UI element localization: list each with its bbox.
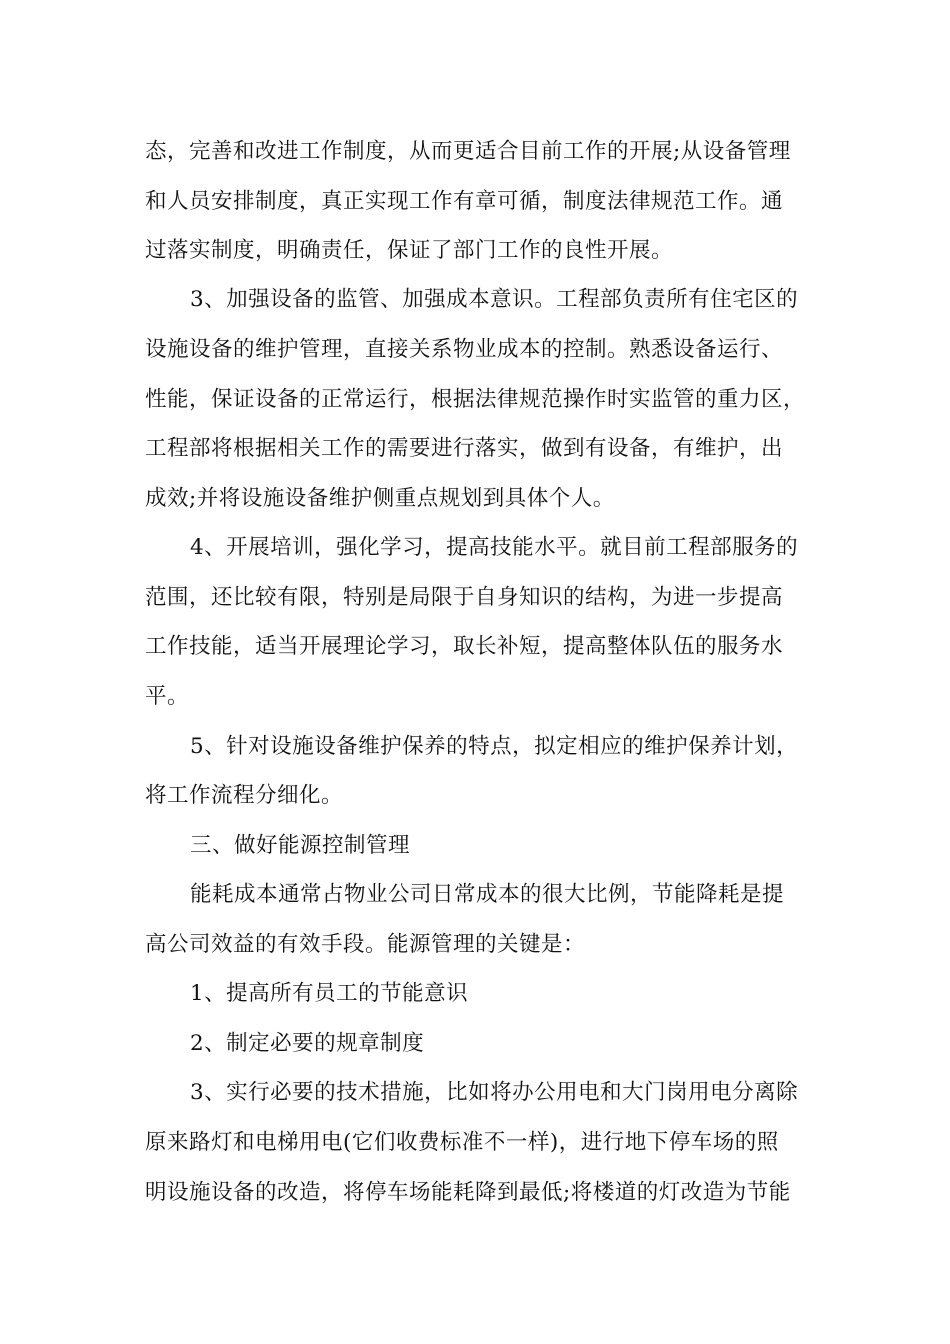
section-heading: 三、做好能源控制管理 <box>190 833 411 858</box>
paragraph-line: 范围，还比较有限，特别是局限于自身知识的结构，为进一步提高 <box>145 585 784 610</box>
paragraph-line: 3、加强设备的监管、加强成本意识。工程部负责所有住宅区的 <box>190 287 799 312</box>
paragraph-line: 工作技能，适当开展理论学习，取长补短，提高整体队伍的服务水 <box>145 634 784 659</box>
paragraph-line: 过落实制度，明确责任，保证了部门工作的良性开展。 <box>145 238 674 263</box>
paragraph-line: 高公司效益的有效手段。能源管理的关键是： <box>145 932 586 957</box>
paragraph-line: 态，完善和改进工作制度，从而更适合目前工作的开展;从设备管理 <box>145 139 791 164</box>
paragraph-line: 将工作流程分细化。 <box>145 783 344 808</box>
list-item: 1、提高所有员工的节能意识 <box>190 981 469 1006</box>
paragraph-line: 和人员安排制度，真正实现工作有章可循，制度法律规范工作。通 <box>145 189 784 214</box>
paragraph-line: 平。 <box>145 684 190 709</box>
list-item: 3、实行必要的技术措施，比如将办公用电和大门岗用电分离除 <box>190 1080 799 1105</box>
paragraph-line: 性能，保证设备的正常运行，根据法律规范操作时实监管的重力区， <box>145 387 806 412</box>
paragraph-line: 工程部将根据相关工作的需要进行落实，做到有设备，有维护，出 <box>145 436 784 461</box>
paragraph-line: 5、针对设施设备维护保养的特点，拟定相应的维护保养计划， <box>190 734 799 759</box>
paragraph-line: 明设施设备的改造，将停车场能耗降到最低;将楼道的灯改造为节能 <box>145 1180 791 1205</box>
paragraph-line: 原来路灯和电梯用电(它们收费标准不一样)，进行地下停车场的照 <box>145 1130 779 1155</box>
paragraph-line: 4、开展培训，强化学习，提高技能水平。就目前工程部服务的 <box>190 535 799 560</box>
paragraph-line: 成效;并将设施设备维护侧重点规划到具体个人。 <box>145 486 615 511</box>
paragraph-line: 设施设备的维护管理，直接关系物业成本的控制。熟悉设备运行、 <box>145 337 784 362</box>
list-item: 2、制定必要的规章制度 <box>190 1031 425 1056</box>
paragraph-line: 能耗成本通常占物业公司日常成本的很大比例，节能降耗是提 <box>190 882 785 907</box>
